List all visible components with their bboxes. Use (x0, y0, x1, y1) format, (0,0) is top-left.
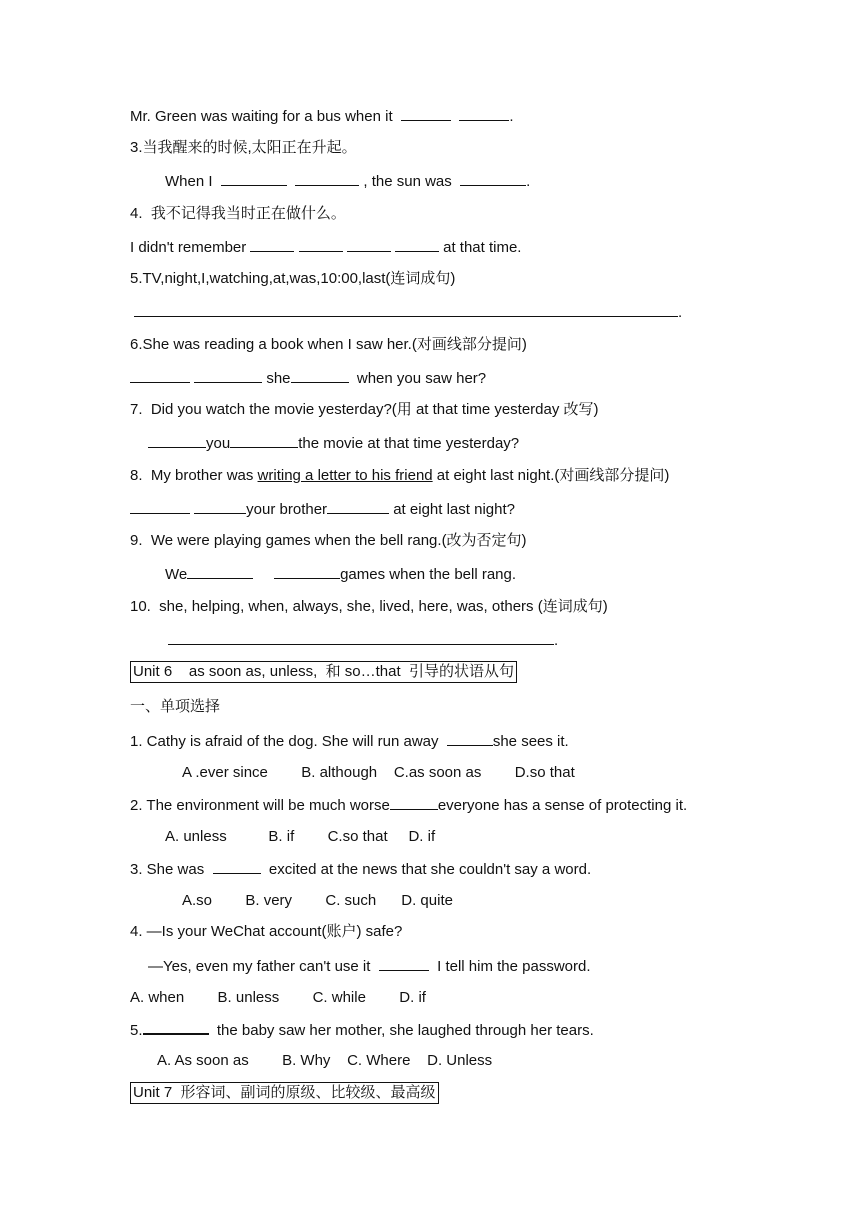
q9-text: 9. We were playing games when the bell rang.(改为否定句) (130, 532, 527, 549)
mc-question-1 (130, 731, 569, 752)
sentence-text: the baby saw her mother, she laughed through her tears. (216, 1022, 594, 1039)
sentence-text: games when the bell rang. (340, 566, 517, 583)
mc-options-3 (182, 891, 453, 911)
mc-options-2 (165, 827, 435, 847)
option-b: B. very (245, 892, 293, 909)
mc-options-1 (182, 763, 575, 783)
sentence-text: I didn't remember (130, 239, 247, 256)
answer-blank (134, 302, 678, 317)
option-a: A. As soon as (157, 1052, 249, 1069)
option-a: A. unless (165, 828, 227, 845)
sentence-text: 3. She was (130, 861, 205, 878)
mc-question-4: 4. —Is your WeChat account(账户) safe? (130, 923, 403, 940)
sentence-text: when you saw her? (356, 370, 487, 387)
option-b: B. although (301, 764, 378, 781)
unit6-heading: Unit 6 as soon as, unless, 和 so…that 引导的状语从句 (130, 661, 517, 683)
q7-text: 7. Did you watch the movie yesterday?(用 at that time yesterday 改写) (130, 401, 599, 418)
option-d: D. if (399, 989, 426, 1006)
option-b: B. Why (282, 1052, 331, 1069)
answer-blank (447, 731, 493, 746)
sentence-text: When I (165, 173, 213, 190)
answer-blank (459, 106, 509, 121)
sentence-text: Mr. Green was waiting for a bus when it (130, 108, 393, 125)
answer-blank (250, 237, 294, 252)
option-d: D. Unless (427, 1052, 493, 1069)
sentence-text: everyone has a sense of protecting it. (437, 797, 688, 814)
option-a: A .ever since (182, 764, 268, 781)
section-title: 一、单项选择 (130, 698, 221, 715)
q5-answer-line: . (134, 302, 682, 323)
answer-blank (347, 237, 391, 252)
sentence-text: the movie at that time yesterday? (298, 435, 520, 452)
answer-blank (395, 237, 439, 252)
sentence-text: she (266, 370, 291, 387)
q3-english: When I , the sun was . (165, 173, 531, 190)
answer-blank (460, 171, 526, 186)
option-a: A.so (182, 892, 213, 909)
option-d: D. if (408, 828, 436, 845)
q4-chinese: 4. 我不记得我当时正在做什么。 (130, 205, 346, 222)
sentence-text: I tell him the password. (437, 958, 591, 975)
answer-blank (194, 368, 262, 383)
option-c: C.so that (327, 828, 388, 845)
answer-blank (130, 368, 190, 383)
underlined-phrase: writing a letter to his friend (257, 467, 433, 484)
unit7-heading-box (130, 1082, 439, 1104)
answer-blank (327, 499, 389, 514)
answer-blank (274, 564, 340, 579)
answer-blank (291, 368, 349, 383)
mc-options-5 (157, 1051, 492, 1071)
q8-answer-line (130, 499, 515, 520)
sentence-text: —Yes, even my father can't use it (148, 958, 371, 975)
q4-english (130, 237, 521, 258)
answer-blank (221, 171, 287, 186)
q9-answer-line (165, 564, 516, 585)
answer-blank (143, 1019, 209, 1035)
q5-text: 5.TV,night,I,watching,at,was,10:00,last(连词成句) (130, 270, 456, 287)
q10-answer-line: . (168, 630, 558, 651)
q6-answer-line (130, 368, 486, 389)
option-b: B. unless (217, 989, 280, 1006)
sentence-text: at eight last night? (393, 501, 515, 518)
option-c: C. while (312, 989, 366, 1006)
q10-text: 10. she, helping, when, always, she, lived, here, was, others (连词成句) (130, 598, 608, 615)
mc-options-4 (130, 988, 426, 1008)
answer-blank (168, 630, 554, 645)
q6-text: 6.She was reading a book when I saw her.(对画线部分提问) (130, 336, 527, 353)
sentence-line: Mr. Green was waiting for a bus when it . (130, 108, 514, 125)
q3-chinese: 3.当我醒来的时候,太阳正在升起。 (130, 139, 357, 156)
answer-blank (230, 433, 298, 448)
unit6-heading-box (130, 661, 517, 683)
sentence-text: at eight last night.(对画线部分提问) (432, 467, 670, 484)
answer-blank (295, 171, 359, 186)
option-c: C.as soon as (393, 764, 482, 781)
sentence-text: , the sun was (363, 173, 452, 190)
answer-blank (299, 237, 343, 252)
sentence-text: you (206, 435, 231, 452)
mc-question-2 (130, 795, 687, 816)
option-a: A. when (130, 989, 185, 1006)
sentence-text: 1. Cathy is afraid of the dog. She will run away (130, 733, 439, 750)
answer-blank (390, 795, 438, 810)
mc-question-3 (130, 859, 591, 880)
sentence-text: at that time. (443, 239, 522, 256)
option-d: D.so that (514, 764, 575, 781)
sentence-text: 2. The environment will be much worse (130, 797, 390, 814)
q7-answer-line (148, 433, 519, 454)
answer-blank (187, 564, 253, 579)
sentence-text: We (165, 566, 188, 583)
answer-blank (213, 859, 261, 874)
q8-text (130, 466, 669, 486)
answer-blank (130, 499, 190, 514)
option-c: C. Where (347, 1052, 411, 1069)
sentence-text: your brother (246, 501, 328, 518)
unit7-heading: Unit 7 形容词、副词的原级、比较级、最高级 (130, 1082, 439, 1104)
option-d: D. quite (401, 892, 453, 909)
mc-question-4-reply (148, 956, 591, 977)
sentence-text: 5. (130, 1022, 143, 1039)
option-c: C. such (325, 892, 377, 909)
sentence-text: 8. My brother was (130, 467, 258, 484)
answer-blank (194, 499, 246, 514)
mc-question-5 (130, 1019, 594, 1041)
sentence-text: excited at the news that she couldn't say a word. (268, 861, 592, 878)
option-b: B. if (268, 828, 295, 845)
answer-blank (401, 106, 451, 121)
answer-blank (379, 956, 429, 971)
answer-blank (148, 433, 206, 448)
sentence-text: she sees it. (492, 733, 569, 750)
